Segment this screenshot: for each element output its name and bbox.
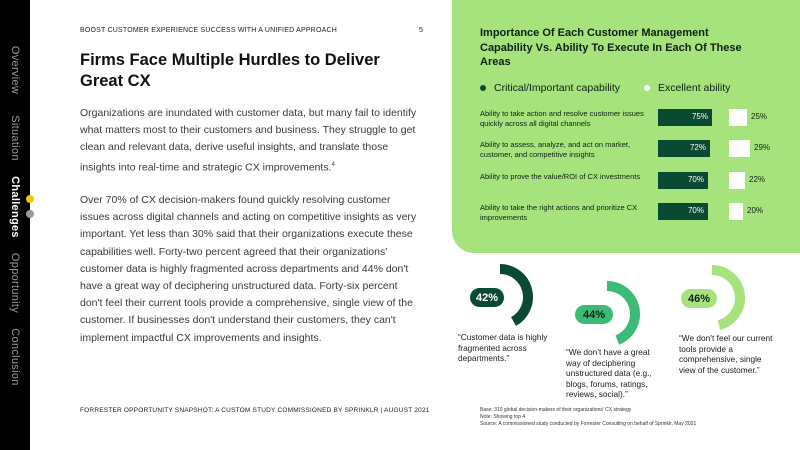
donut-value-label: 44% (575, 305, 613, 324)
donut-quote: “Customer data is highly fragmented across departments.” (458, 332, 548, 363)
legend-label-excellent: Excellent ability (658, 82, 731, 94)
bar-category-label: Ability to take the right actions and prioritize CX improvements (480, 203, 638, 222)
nav-item-opportunity[interactable]: Opportunity (9, 252, 21, 314)
donut-quote: “We don’t have a great way of deciphering unstructured data (e.g., blogs, forums, ratings, reviews, social).” (566, 347, 652, 399)
page-title: Firms Face Multiple Hurdles to Deliver Great CX (80, 51, 380, 90)
side-navigation (0, 0, 30, 450)
legend-important (480, 82, 620, 94)
bar-category-label: Ability to take action and resolve customer issues quickly across all digital channels (480, 109, 644, 128)
bar-excellent (729, 140, 750, 157)
body-paragraph-1-text: Organizations are inundated with customer data, but many fail to identify what matters most to their customers and business. They struggle to get clean and relevant data, derive useful insights, and translate those insights into real-time and strategic CX improvements. (80, 107, 417, 174)
bar-important-value-label: 70% (687, 175, 704, 184)
source-note: Note: Showing top 4 (480, 414, 526, 420)
bar-important-value-label: 75% (691, 112, 708, 121)
footnote-marker[interactable]: 4 (331, 161, 335, 168)
page-number: 5 (419, 27, 423, 34)
bar-excellent (729, 109, 747, 126)
bar-category-label: Ability to prove the value/ROI of CX investments (480, 172, 641, 181)
bar-excellent (729, 203, 743, 220)
section-indicator (26, 210, 34, 218)
bar-excellent-value-label: 25% (751, 112, 768, 121)
bar-excellent-value-label: 22% (749, 175, 766, 184)
legend-excellent (644, 82, 730, 94)
nav-item-situation[interactable]: Situation (9, 115, 21, 161)
bar-excellent-value-label: 20% (747, 206, 764, 215)
source-credit: Source: A commissioned study conducted by Forrester Consulting on behalf of Sprinklr, May 2021 (480, 421, 697, 427)
bar-excellent-value-label: 29% (754, 143, 771, 152)
body-paragraph-2: Over 70% of CX decision-makers found quickly resolving customer issues across digital channels and acting on competitive insights as very important. Yet less than 30% said that their organizations execute these capabilities well. Forty-two percent agreed that their organizations' customer data is highly fragmented across departments and 44% don't have a great way of deciphering unstructured data. Forty-six percent don't feel their current tools provide a comprehensive, single view of the customer. If businesses don't understand their customers, they can't implement impactful CX improvements and insights. (80, 194, 417, 344)
bar-important (658, 203, 708, 220)
nav-item-overview[interactable]: Overview (9, 45, 21, 95)
bar-important-value-label: 70% (687, 206, 704, 215)
running-header: BOOST CUSTOMER EXPERIENCE SUCCESS WITH A UNIFIED APPROACH (80, 27, 337, 34)
body-paragraph-1 (80, 105, 420, 176)
footer: FORRESTER OPPORTUNITY SNAPSHOT: A CUSTOM STUDY COMMISSIONED BY SPRINKLR | AUGUST 2021 (80, 407, 430, 414)
donut-quote: “We don’t feel our current tools provide a comprehensive, single view of the customer.” (679, 333, 773, 375)
bar-important-value-label: 72% (689, 143, 706, 152)
bar-important (658, 140, 710, 157)
nav-item-conclusion[interactable]: Conclusion (9, 328, 21, 386)
donut-arc (500, 269, 528, 322)
donut-value-label: 46% (681, 289, 717, 308)
source-base: Base: 310 global decision-makers of their organizations’ CX strategy (480, 407, 632, 413)
chart-title: Importance Of Each Customer Management Capability Vs. Ability To Execute In Each Of These Areas (480, 27, 742, 68)
bar-important (658, 109, 712, 126)
bar-important (658, 172, 708, 189)
legend-label-important: Critical/Important capability (494, 82, 621, 94)
legend-swatch-important (480, 85, 486, 91)
legend-swatch-excellent (644, 85, 650, 91)
donut-value-label: 42% (470, 288, 504, 307)
active-section-indicator (26, 195, 34, 203)
bar-excellent (729, 172, 745, 189)
nav-item-challenges[interactable]: Challenges (9, 176, 21, 238)
bar-category-label: Ability to assess, analyze, and act on market, customer, and competitive insights (480, 140, 631, 159)
